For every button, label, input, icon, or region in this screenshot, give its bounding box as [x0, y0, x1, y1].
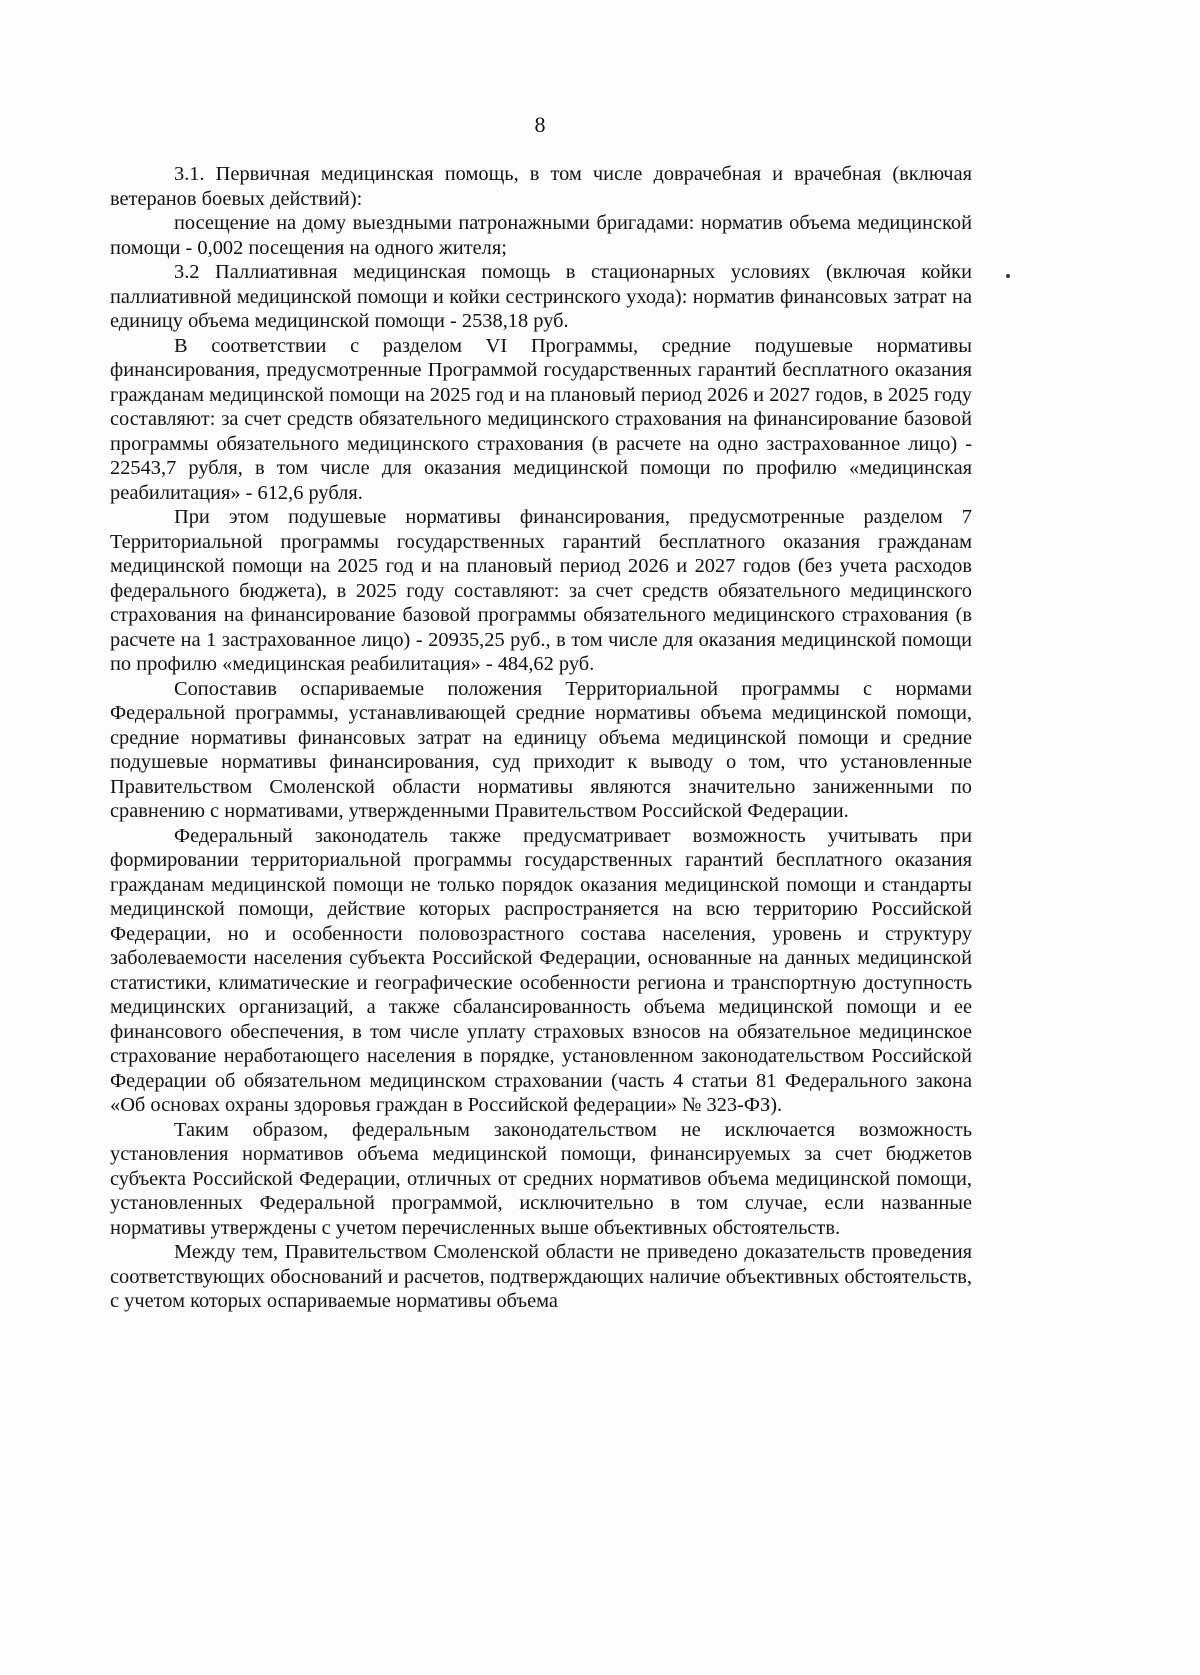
paragraph-section-7-territorial: При этом подушевые нормативы финансирования, предусмотренные разделом 7 Территориальной программы государственных гарантий бесплатного оказания гражданам медицинской помощи на 2025 год и на плановый период 2026 и 2027 годов (без учета расходов федерального бюджета), в 2025 году составляют: за счет средств обязательного медицинского страхования на финансирование базовой программы обязательного медицинского страхования (в расчете на 1 застрахованное лицо) - 20935,25 руб., в том числе для оказания медицинской помощи по профилю «медицинская реабилитация» - 484,62 руб.: [110, 506, 972, 675]
paragraph-meanwhile-government: Между тем, Правительством Смоленской области не приведено доказательств проведения соответствующих обоснований и расчетов, подтверждающих наличие объективных обстоятельств, с учетом которых оспариваемые нормативы объема: [110, 1241, 972, 1312]
scan-dot-mark: [1006, 274, 1010, 278]
document-body: [110, 162, 972, 1314]
paragraph-3-1-primary-care: 3.1. Первичная медицинская помощь, в том числе доврачебная и врачебная (включая ветеранов боевых действий):: [110, 163, 972, 210]
paragraph-home-visits: посещение на дому выездными патронажными бригадами: норматив объема медицинской помощи - 0,002 посещения на одного жителя;: [110, 212, 972, 259]
paragraph-section-vi-program: В соответствии с разделом VI Программы, средние подушевые нормативы финансирования, предусмотренные Программой государственных гарантий бесплатного оказания гражданам медицинской помощи на 2025 год и на плановый период 2026 и 2027 годов, в 2025 году составляют: за счет средств обязательного медицинского страхования на финансирование базовой программы обязательного медицинского страхования (в расчете на одно застрахованное лицо) - 22543,7 рубля, в том числе для оказания медицинской помощи по профилю «медицинская реабилитация» - 612,6 рубля.: [110, 334, 972, 504]
paragraph-federal-legislator: Федеральный законодатель также предусматривает возможность учитывать при формировании территориальной программы государственных гарантий бесплатного оказания гражданам медицинской помощи не только порядок оказания медицинской помощи и стандарты медицинской помощи, действие которых распространяется на всю территорию Российской Федерации, но и особенности половозрастного состава населения, уровень и структуру заболеваемости населения субъекта Российской Федерации, основанные на данных медицинской статистики, климатические и географические особенности региона и транспортную доступность медицинских организаций, а также сбалансированность объема медицинской помощи и ее финансового обеспечения, в том числе уплату страховых взносов на обязательное медицинское страхование неработающего населения в порядке, установленном законодательством Российской Федерации об обязательном медицинском страховании (часть 4 статьи 81 Федерального закона «Об основах охраны здоровья граждан в Российской федерации» № 323-ФЗ).: [110, 824, 972, 1116]
paragraph-3-2-palliative-care: 3.2 Паллиативная медицинская помощь в стационарных условиях (включая койки паллиативной медицинской помощи и койки сестринского ухода): норматив финансовых затрат на единицу объема медицинской помощи - 2538,18 руб.: [110, 261, 972, 332]
paragraph-thus-federal-law: Таким образом, федеральным законодательством не исключается возможность установления нормативов объема медицинской помощи, финансируемых за счет бюджетов субъекта Российской Федерации, отличных от средних нормативов объема медицинской помощи, установленных Федеральной программой, исключительно в том случае, если названные нормативы утверждены с учетом перечисленных выше объективных обстоятельств.: [110, 1118, 972, 1239]
paragraph-comparison-conclusion: Сопоставив оспариваемые положения Территориальной программы с нормами Федеральной программы, устанавливающей средние нормативы объема медицинской помощи, средние нормативы финансовых затрат на единицу объема медицинской помощи и средние подушевые нормативы финансирования, суд приходит к выводу о том, что установленные Правительством Смоленской области нормативы являются значительно заниженными по сравнению с нормативами, утвержденными Правительством Российской Федерации.: [110, 677, 972, 822]
page-number: 8: [534, 112, 546, 137]
